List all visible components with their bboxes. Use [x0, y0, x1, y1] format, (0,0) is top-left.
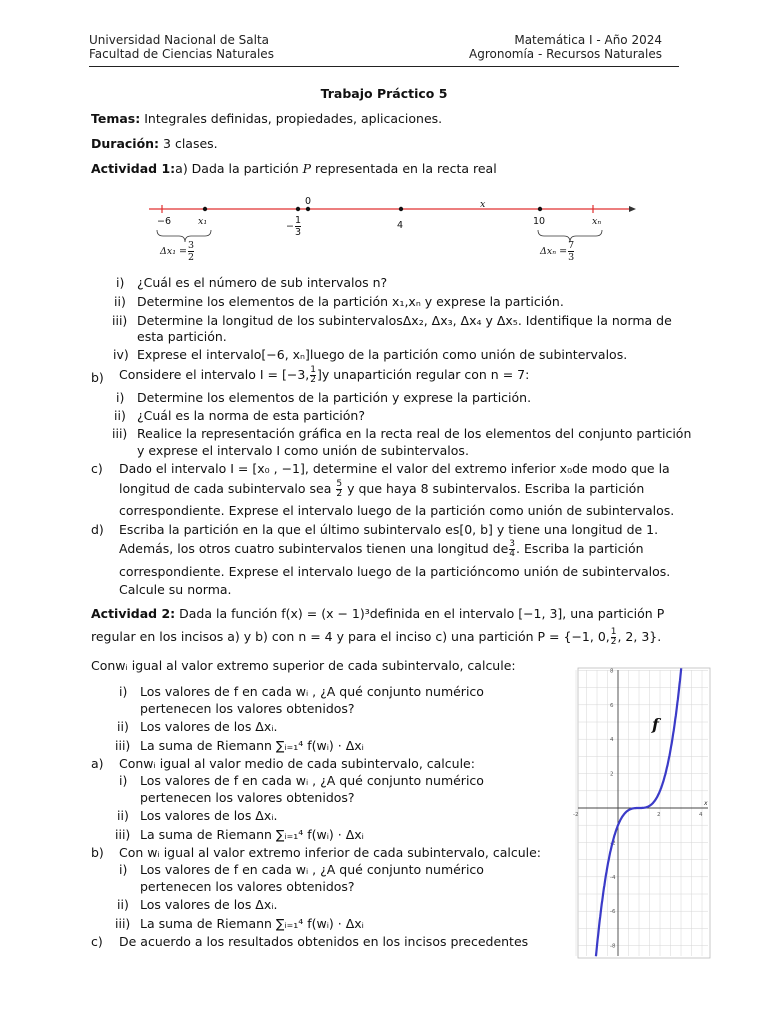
duracion-label: Duración: [91, 136, 160, 151]
act1-d-mark: d) [91, 522, 104, 537]
y-tick-label: 2 [610, 771, 614, 778]
number-line-arrow [629, 206, 636, 212]
nl-label-minus6: −6 [157, 216, 172, 227]
act2-label: Actividad 2: [91, 606, 176, 621]
act1-a-iii-text: Determine la longitud de los subintervalosΔx₂, Δx₃, Δx₄ y Δx₅. Identifique la norma de [137, 313, 672, 328]
graph-frame [578, 668, 710, 958]
act2-top-i-cont: pertenecen los valores obtenidos? [140, 701, 355, 716]
point-zero [306, 207, 310, 211]
act2-a-iii-text: La suma de Riemann ∑ᵢ₌₁⁴ f(wᵢ) · Δxᵢ [140, 827, 364, 842]
act2-a-i-text: Los valores de f en cada wᵢ , ¿A qué conjunto numérico [140, 773, 484, 788]
act1-c-mark: c) [91, 461, 103, 476]
act2-b-ii-mark: ii) [117, 897, 129, 912]
act2-top-i-text: Los valores de f en cada wᵢ , ¿A qué conjunto numérico [140, 684, 484, 699]
point-x1 [203, 207, 207, 211]
nl-label-x1: x₁ [198, 216, 208, 227]
act1-a-iv-mark: iv) [113, 347, 129, 362]
act2-b-ii-text: Los valores de los Δxᵢ. [140, 897, 278, 912]
act1-c-line2: longitud de cada subintervalo sea $\frac{5}{2}$ y que haya 8 subintervalos. Escriba la partición [119, 479, 645, 499]
act2-b-mark: b) [91, 845, 104, 860]
course-name: Matemática I - Año 2024 [514, 33, 662, 47]
act2-a-i-mark: i) [119, 773, 128, 788]
act1-c-line3: correspondiente. Exprese el intervalo luego de la partición como unión de subintervalos. [119, 503, 675, 518]
act1-b-iii-text: Realice la representación gráfica en la recta real de los elementos del conjunto partición [137, 426, 692, 441]
act2-line1: Actividad 2: Dada la función f(x) = (x − 1)³definida en el intervalo [−1, 3], una partición P [91, 606, 665, 621]
temas-label: Temas: [91, 111, 141, 126]
page-title: Trabajo Práctico 5 [320, 86, 448, 101]
act1-b-iii-mark: iii) [112, 426, 128, 441]
act1-b-i-mark: i) [116, 390, 125, 405]
act2-c-mark: c) [91, 934, 103, 949]
act2-top-ii-mark: ii) [117, 719, 129, 734]
act2-top-iii-mark: iii) [115, 738, 131, 753]
y-tick-label: -8 [610, 943, 616, 950]
act2-intro: Conwᵢ igual al valor extremo superior de cada subintervalo, calcule: [91, 658, 516, 673]
nl-axis-label: x [480, 199, 486, 210]
act2-a-ii-text: Los valores de los Δxᵢ. [140, 808, 278, 823]
act1-a-i-mark: i) [116, 275, 125, 290]
act2-a-ii-mark: ii) [117, 808, 129, 823]
x-tick-label: 4 [699, 812, 703, 818]
university-name: Universidad Nacional de Salta [89, 33, 270, 47]
act1-a-ii-mark: ii) [114, 294, 126, 309]
act2-top-iii-text: La suma de Riemann ∑ᵢ₌₁⁴ f(wᵢ) · Δxᵢ [140, 738, 364, 753]
act2-line2: regular en los incisos a) y b) con n = 4 y para el inciso c) una partición P = {−1, 0, $\frac{1}{2}$ , 2, 3}. [91, 627, 662, 647]
y-tick-label: -6 [610, 909, 616, 916]
y-tick-label: 8 [610, 668, 614, 675]
act1-b-mark: b) [91, 370, 104, 385]
act1-b-ii-mark: ii) [114, 408, 126, 423]
act2-top-i-mark: i) [119, 684, 128, 699]
act2-a-i-cont: pertenecen los valores obtenidos? [140, 790, 355, 805]
act2-b-i-mark: i) [119, 862, 128, 877]
act1-a-i-text: ¿Cuál es el número de sub intervalos n? [137, 275, 388, 290]
act1-a-ii-text: Determine los elementos de la partición x₁,xₙ y exprese la partición. [137, 294, 564, 309]
nl-dxn: Δxₙ = $\frac{7}{3}$ [540, 240, 575, 263]
y-tick-label: -4 [610, 874, 616, 881]
point-4 [399, 207, 403, 211]
graph-curve-label: f [652, 715, 659, 734]
nl-zero-label: 0 [305, 196, 312, 207]
point-10 [538, 207, 542, 211]
nl-label-4: 4 [397, 220, 404, 231]
act2-b-i-text: Los valores de f en cada wᵢ , ¿A qué conjunto numérico [140, 862, 484, 877]
act1-a-iii-mark: iii) [112, 313, 128, 328]
act2-c-text: De acuerdo a los resultados obtenidos en los incisos precedentes [119, 934, 529, 949]
brace-dxn [530, 228, 610, 268]
act2-top-ii-text: Los valores de los Δxᵢ. [140, 719, 278, 734]
act1-label: Actividad 1: [91, 161, 176, 176]
nl-label-10: 10 [533, 216, 546, 227]
nl-dx1: Δx₁ = $\frac{3}{2}$ [160, 240, 195, 263]
y-tick-label: 6 [610, 702, 614, 709]
y-tick-label: 4 [610, 737, 614, 744]
act2-b-iii-text: La suma de Riemann ∑ᵢ₌₁⁴ f(wᵢ) · Δxᵢ [140, 916, 364, 931]
duracion-line [91, 136, 218, 152]
nl-neg-third: − $\frac{1}{3}$ [286, 215, 302, 238]
header-rule [89, 66, 679, 67]
career-name: Agronomía - Recursos Naturales [469, 47, 662, 61]
act1-d-line3: correspondiente. Exprese el intervalo luego de la particióncomo unión de subintervalos. [119, 564, 671, 579]
act1-d-line1: Escriba la partición en la que el último subintervalo es[0, b] y tiene una longitud de 1. [119, 522, 659, 537]
act1-b-ii-text: ¿Cuál es la norma de esta partición? [137, 408, 365, 423]
act1-a-iii-cont: esta partición. [137, 329, 227, 344]
act1-intro: Actividad 1:a) Dada la partición P representada en la recta real [91, 161, 497, 176]
act2-a-text: Conwᵢ igual al valor medio de cada subintervalo, calcule: [119, 756, 475, 771]
act2-a-iii-mark: iii) [115, 827, 131, 842]
point-neg-third [296, 207, 300, 211]
function-graph [573, 668, 710, 958]
act1-c-line1: Dado el intervalo I = [x₀ , −1], determine el valor del extremo inferior x₀de modo que la [119, 461, 670, 476]
graph-x-axis-label: x [704, 800, 708, 807]
temas-line [91, 111, 442, 127]
faculty-name: Facultad de Ciencias Naturales [89, 47, 274, 61]
act1-d-line2: Además, los otros cuatro subintervalos tienen una longitud de $\frac{3}{4}$ . Escriba la partición [119, 539, 644, 559]
brace-dx1 [155, 228, 215, 268]
act1-b-text: Considere el intervalo I = [−3, $\frac{1}{2}$ ]y unapartición regular con n = 7: [119, 365, 530, 385]
temas-text: Integrales definidas, propiedades, aplicaciones. [140, 111, 443, 126]
x-tick-label: 2 [657, 812, 661, 818]
act1-d-line4: Calcule su norma. [119, 582, 232, 597]
act2-a-mark: a) [91, 756, 104, 771]
y-tick-label: -2 [610, 840, 616, 847]
act1-a-iv-text: Exprese el intervalo[−6, xₙ]luego de la partición como unión de subintervalos. [137, 347, 628, 362]
act1-b-iii-cont: y exprese el intervalo I como unión de subintervalos. [137, 443, 469, 458]
act2-b-iii-mark: iii) [115, 916, 131, 931]
duracion-text: 3 clases. [159, 136, 218, 151]
act2-b-i-cont: pertenecen los valores obtenidos? [140, 879, 355, 894]
act2-b-text: Con wᵢ igual al valor extremo inferior de cada subintervalo, calcule: [119, 845, 542, 860]
nl-label-xn: xₙ [592, 216, 602, 227]
x-tick-label: -2 [573, 812, 579, 818]
act1-b-i-text: Determine los elementos de la partición y exprese la partición. [137, 390, 532, 405]
